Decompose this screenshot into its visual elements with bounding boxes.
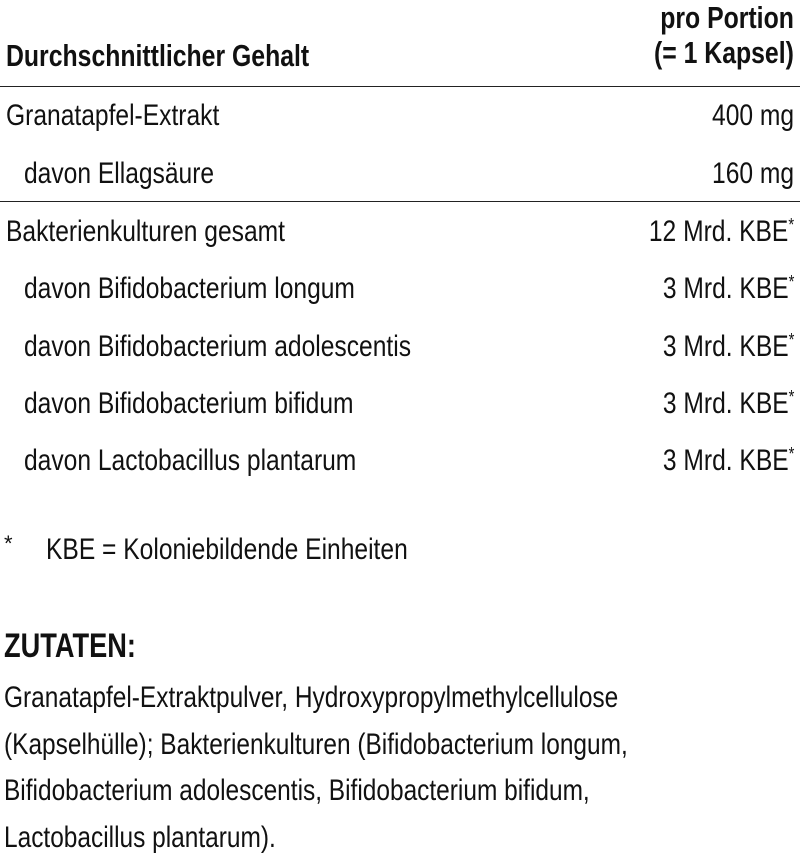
ingredients-heading: ZUTATEN:	[4, 627, 136, 665]
header-left-label: Durchschnittlicher Gehalt	[6, 38, 310, 73]
row-label: davon Bifidobacterium bifidum	[24, 387, 354, 420]
ingredients-line: Lactobacillus plantarum).	[4, 820, 276, 854]
footnote-marker: *	[788, 330, 794, 350]
footnote-marker: *	[788, 387, 794, 407]
group-divider	[0, 201, 800, 202]
row-label: Bakterienkulturen gesamt	[6, 215, 285, 248]
footnote-text: KBE = Koloniebildende Einheiten	[46, 533, 408, 566]
row-label: davon Lactobacillus plantarum	[24, 444, 357, 477]
table-row	[0, 96, 800, 136]
table-row	[0, 384, 800, 424]
ingredients-line: Granatapfel-Extraktpulver, Hydroxypropylmethylcellulose	[4, 681, 619, 714]
footnote-marker: *	[788, 215, 794, 235]
row-value: 3 Mrd. KBE*	[662, 272, 794, 305]
header-right-line1: pro Portion	[660, 0, 794, 35]
row-label: Granatapfel-Extrakt	[6, 99, 220, 132]
ingredients-line: (Kapselhülle); Bakterienkulturen (Bifidobacterium longum,	[4, 727, 628, 761]
table-row	[0, 327, 800, 367]
header-right-line2: (= 1 Kapsel)	[654, 35, 794, 70]
row-value: 12 Mrd. KBE*	[648, 215, 794, 248]
row-label: davon Bifidobacterium adolescentis	[24, 330, 412, 363]
ingredients-text	[4, 675, 800, 861]
row-label: davon Bifidobacterium longum	[24, 272, 355, 305]
header-divider	[0, 86, 800, 87]
ingredients-line: Bifidobacterium adolescentis, Bifidobacterium bifidum,	[4, 774, 590, 807]
row-value: 3 Mrd. KBE*	[662, 387, 794, 420]
footnote-marker: *	[788, 272, 794, 292]
table-header-per-portion	[619, 0, 794, 70]
row-value: 400 mg	[711, 99, 794, 132]
table-header-content	[6, 38, 385, 74]
footnote	[0, 530, 800, 570]
row-label: davon Ellagsäure	[24, 157, 215, 190]
footnote-marker: *	[788, 444, 794, 464]
table-row	[0, 154, 800, 194]
row-value: 3 Mrd. KBE*	[662, 444, 794, 477]
table-row	[0, 441, 800, 481]
footnote-asterisk: *	[4, 531, 13, 556]
row-value: 160 mg	[711, 157, 794, 190]
row-value: 3 Mrd. KBE*	[662, 330, 794, 363]
table-row	[0, 212, 800, 252]
table-row	[0, 269, 800, 309]
